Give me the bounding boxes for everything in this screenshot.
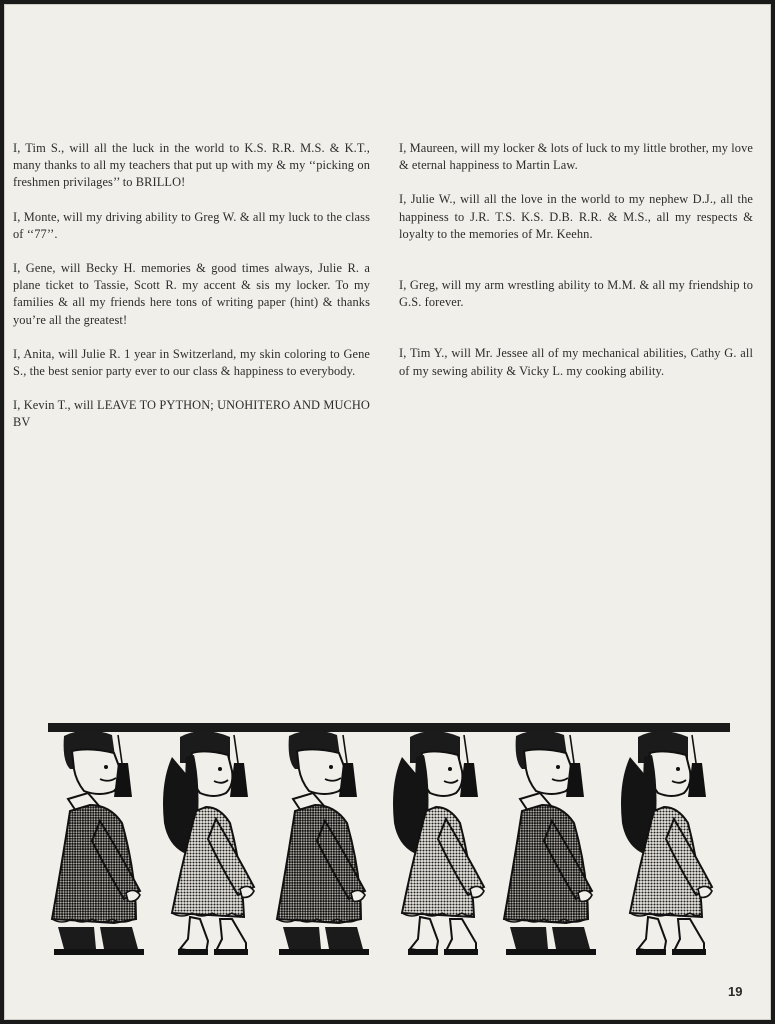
- will-entry-greg: I, Greg, will my arm wrestling ability to M.M. & all my friendship to G.S. forever.: [399, 278, 753, 310]
- will-entry-anita: I, Anita, will Julie R. 1 year in Switzerland, my skin coloring to Gene S., the best senior party ever to our class & happiness to everybody.: [13, 346, 370, 379]
- graduate-figure-3: [273, 723, 393, 955]
- page-number: 19: [728, 984, 743, 999]
- right-column: [399, 140, 753, 380]
- yearbook-page: [4, 4, 771, 1020]
- graduate-figure-6: [614, 723, 730, 955]
- graduate-figure-2: [156, 723, 274, 955]
- graduate-figure-1: [48, 723, 168, 955]
- will-entry-kevin-t: I, Kevin T., will LEAVE TO PYTHON; UNOHITERO AND MUCHO BV: [13, 398, 370, 430]
- will-entry-julie-w: I, Julie W., will all the love in the world to my nephew D.J., all the happiness to J.R. T.S. K.S. D.B. R.R. & M.S., all my respects & loyalty to the memories of Mr. Keehn.: [399, 192, 753, 241]
- will-entry-tim-y: I, Tim Y., will Mr. Jessee all of my mechanical abilities, Cathy G. all of my sewing ability & Vicky L. my cooking ability.: [399, 346, 753, 378]
- left-column: [13, 140, 370, 449]
- will-entry-tim-s: I, Tim S., will all the luck in the world to K.S. R.R. M.S. & K.T., many thanks to all my teachers that put up with my & my ‘‘picking on freshmen privilages’’ to BRILLO!: [13, 141, 370, 190]
- graduate-figure-4: [386, 723, 504, 955]
- will-entry-monte: I, Monte, will my driving ability to Greg W. & all my luck to the class of ‘‘77’’.: [13, 209, 370, 241]
- will-entry-maureen: I, Maureen, will my locker & lots of luck to my little brother, my love & eternal happiness to Martin Law.: [399, 141, 753, 173]
- graduate-figure-5: [500, 723, 620, 955]
- will-entry-gene: I, Gene, will Becky H. memories & good times always, Julie R. a plane ticket to Tassie, Scott R. my accent & sis my locker. To my families & all my friends here tons of writing paper (hint) & thanks you’re all the greatest!: [13, 261, 370, 327]
- graduates-illustration: [40, 718, 730, 963]
